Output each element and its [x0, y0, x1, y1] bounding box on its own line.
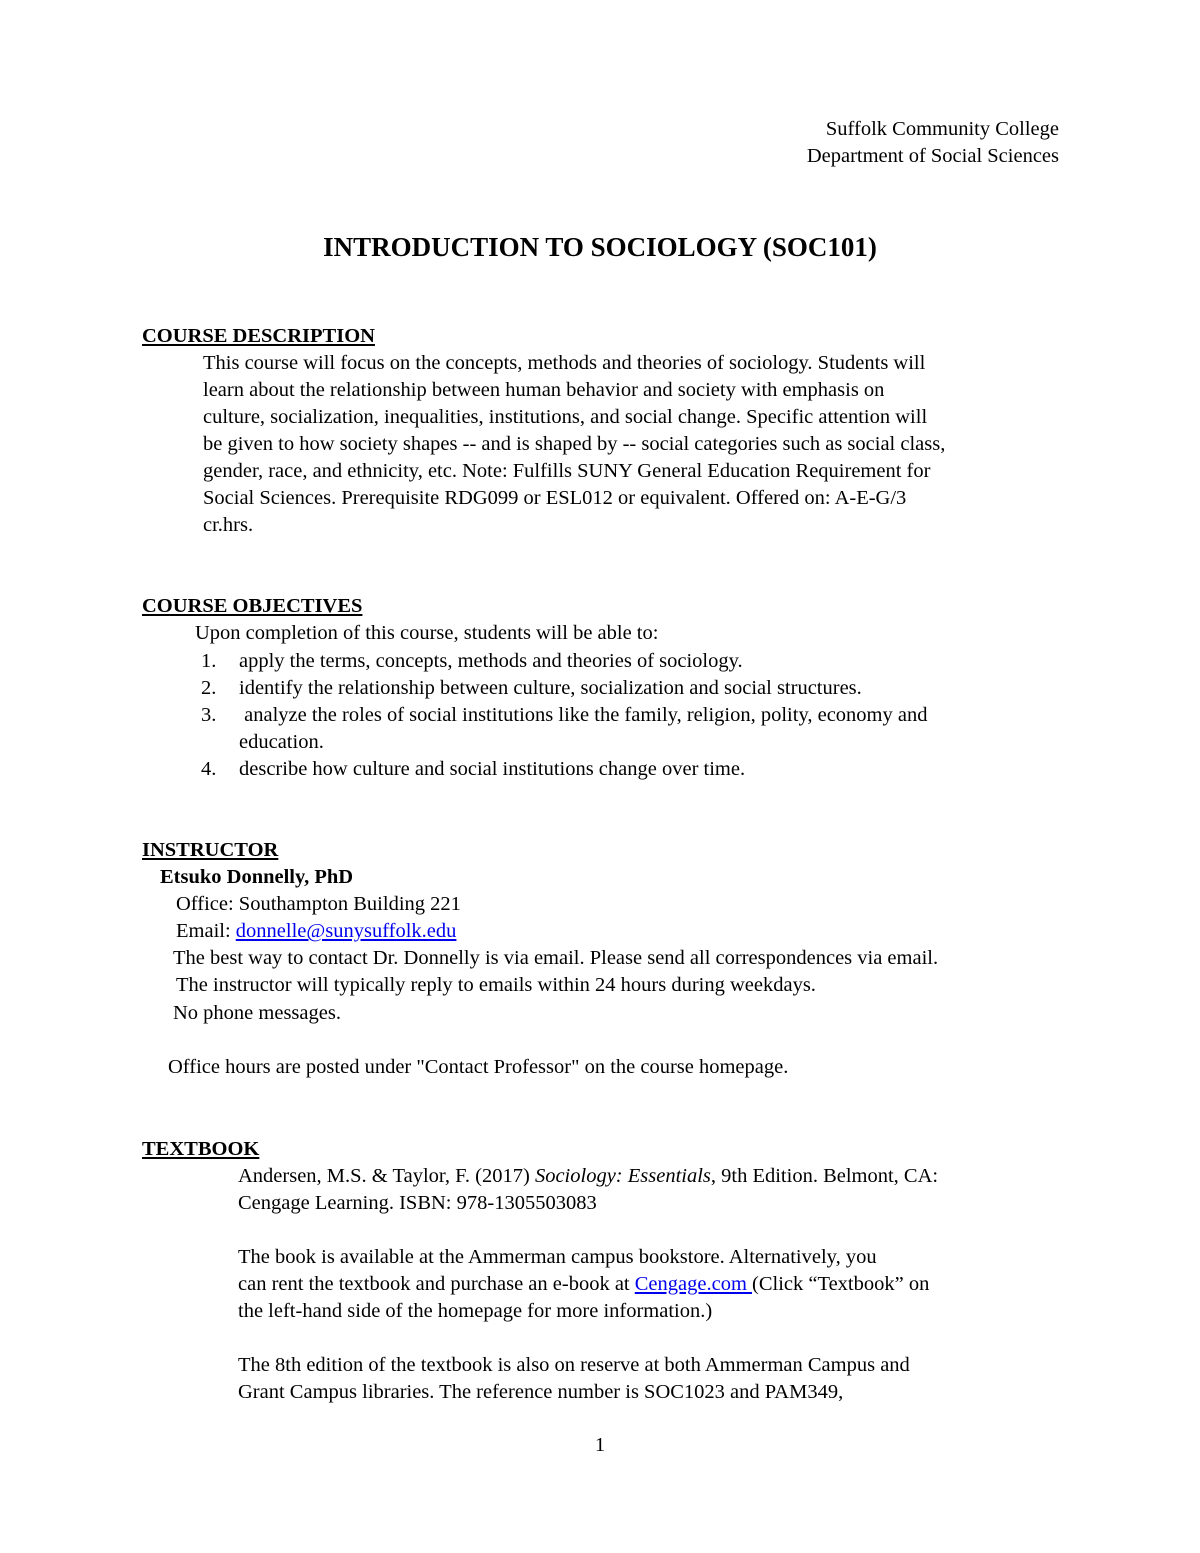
instructor-office: Office: Southampton Building 221 [176, 893, 461, 915]
objective-number: 3. [201, 704, 217, 726]
textbook-heading: TEXTBOOK [142, 1138, 260, 1160]
objective-text-continued: education. [239, 731, 324, 753]
citation-edition: , 9th Edition. Belmont, CA: [710, 1165, 939, 1187]
objective-text: analyze the roles of social institutions like the family, religion, polity, economy and [239, 704, 928, 726]
textbook-citation [238, 1163, 938, 1190]
phone-info-line: No phone messages. [173, 1002, 341, 1024]
description-line: Social Sciences. Prerequisite RDG099 or ESL012 or equivalent. Offered on: A-E-G/3 [203, 487, 907, 509]
instructor-email-link[interactable]: donnelle@sunysuffolk.edu [235, 920, 457, 942]
description-heading: COURSE DESCRIPTION [142, 325, 375, 347]
citation-publisher: Cengage Learning. ISBN: 978-1305503083 [238, 1192, 597, 1214]
instructor-heading: INSTRUCTOR [142, 839, 279, 861]
list-item [201, 648, 1061, 675]
availability-line [238, 1271, 929, 1298]
reserve-line: Grant Campus libraries. The reference number is SOC1023 and PAM349, [238, 1381, 844, 1403]
description-line: gender, race, and ethnicity, etc. Note: Fulfills SUNY General Education Requirement for [203, 460, 931, 482]
description-line: cr.hrs. [203, 514, 254, 536]
college-name: Suffolk Community College [825, 118, 1059, 140]
department-name: Department of Social Sciences [806, 145, 1059, 167]
instructor-name: Etsuko Donnelly, PhD [160, 866, 354, 888]
list-item [201, 756, 1061, 783]
objectives-list [201, 648, 1061, 788]
availability-line: The book is available at the Ammerman campus bookstore. Alternatively, you [238, 1246, 877, 1268]
objectives-intro: Upon completion of this course, students will be able to: [195, 622, 659, 644]
description-body [203, 350, 945, 539]
email-label: Email: [176, 920, 236, 942]
contact-info-line: The best way to contact Dr. Donnelly is via email. Please send all correspondences via email. [173, 947, 939, 969]
citation-authors: Andersen, M.S. & Taylor, F. (2017) [238, 1165, 535, 1187]
list-item [201, 702, 1061, 756]
description-line: learn about the relationship between human behavior and society with emphasis on [203, 379, 885, 401]
objective-number: 4. [201, 758, 217, 780]
instructor-email-line [176, 918, 456, 945]
objective-text: describe how culture and social institutions change over time. [239, 758, 746, 780]
availability-line: the left-hand side of the homepage for more information.) [238, 1300, 713, 1322]
page-title: INTRODUCTION TO SOCIOLOGY (SOC101) [323, 232, 877, 262]
reserve-line: The 8th edition of the textbook is also on reserve at both Ammerman Campus and [238, 1354, 910, 1376]
office-hours-line: Office hours are posted under "Contact Professor" on the course homepage. [168, 1056, 789, 1078]
page-number: 1 [594, 1434, 606, 1456]
objective-number: 1. [201, 650, 217, 672]
description-line: This course will focus on the concepts, methods and theories of sociology. Students will [203, 352, 926, 374]
description-line: culture, socialization, inequalities, institutions, and social change. Specific attention will [203, 406, 928, 428]
availability-text: (Click “Textbook” on [752, 1273, 930, 1295]
availability-text: can rent the textbook and purchase an e-book at [238, 1273, 635, 1295]
list-item [201, 675, 1061, 702]
cengage-link[interactable]: Cengage.com [634, 1273, 753, 1295]
objectives-heading: COURSE OBJECTIVES [142, 595, 363, 617]
objective-text: apply the terms, concepts, methods and theories of sociology. [239, 650, 743, 672]
description-line: be given to how society shapes -- and is shaped by -- social categories such as social class, [203, 433, 946, 455]
reply-info-line: The instructor will typically reply to emails within 24 hours during weekdays. [176, 974, 816, 996]
objective-number: 2. [201, 677, 217, 699]
objective-text: identify the relationship between culture, socialization and social structures. [239, 677, 862, 699]
citation-title: Sociology: Essentials [534, 1165, 711, 1187]
